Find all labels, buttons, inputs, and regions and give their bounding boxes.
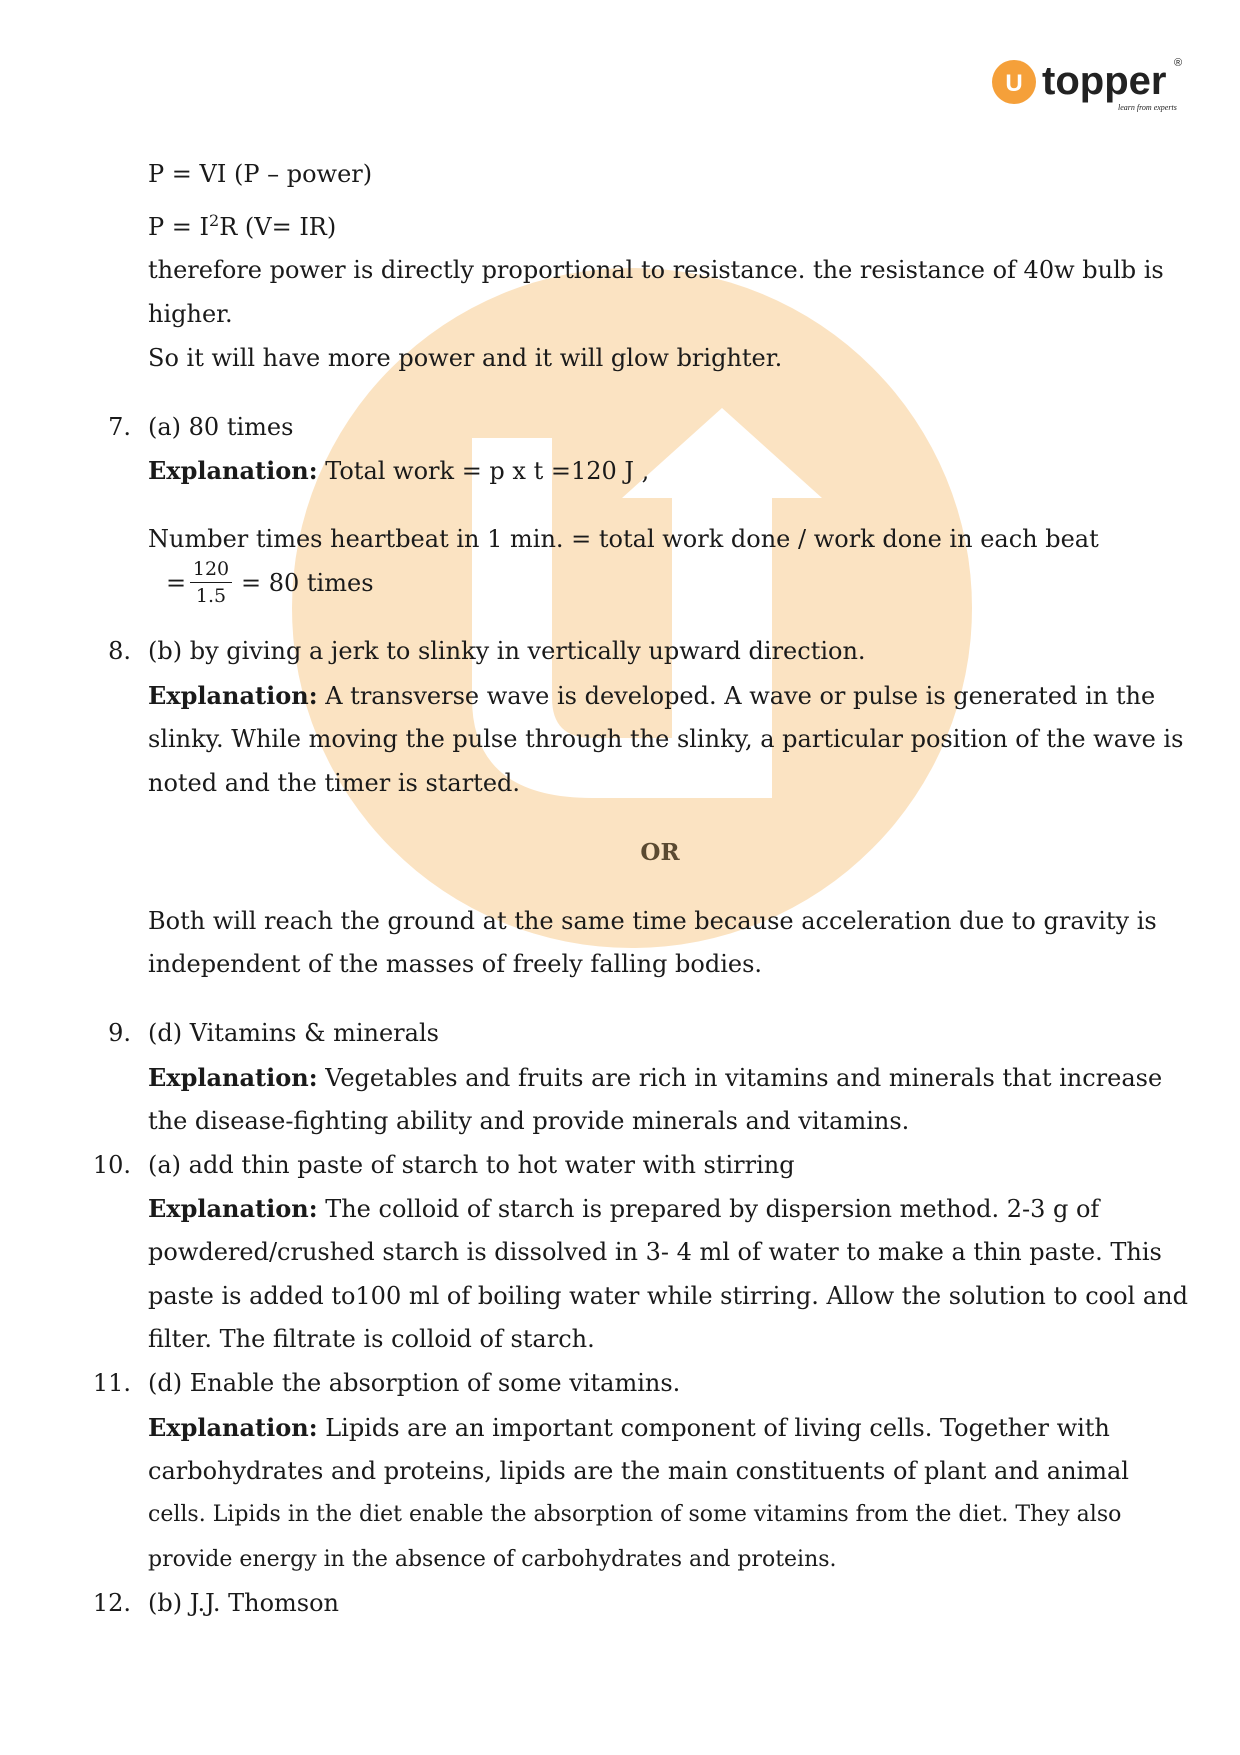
question-number: 11. <box>92 1369 131 1397</box>
answer-text: (b) by giving a jerk to slinky in vertically upward direction. <box>148 637 866 665</box>
answer-text: (a) add thin paste of starch to hot water with stirring <box>148 1151 795 1179</box>
paragraph-line: higher. <box>148 300 233 328</box>
paragraph-line: So it will have more power and it will glow brighter. <box>148 344 783 372</box>
explanation-line: paste is added to100 ml of boiling water while stirring. Allow the solution to cool and <box>148 1282 1188 1310</box>
alternate-answer-line: independent of the masses of freely falling bodies. <box>148 950 763 978</box>
explanation-label: Explanation: <box>148 456 318 485</box>
explanation-line: Explanation: Lipids are an important component of living cells. Together with <box>148 1413 1110 1442</box>
explanation-label: Explanation: <box>148 1413 318 1442</box>
explanation-line: Explanation: The colloid of starch is prepared by dispersion method. 2-3 g of <box>148 1194 1100 1223</box>
svg-text:®: ® <box>1174 57 1183 69</box>
explanation-label: Explanation: <box>148 1194 318 1223</box>
explanation-line: cells. Lipids in the diet enable the absorption of some vitamins from the diet. They also <box>148 1502 1122 1527</box>
brand-logo <box>990 54 1190 118</box>
paragraph-line: therefore power is directly proportional to resistance. the resistance of 40w bulb is <box>148 256 1164 284</box>
explanation-line: slinky. While moving the pulse through the slinky, a particular position of the wave is <box>148 725 1184 753</box>
explanation-line: Explanation: Vegetables and fruits are rich in vitamins and minerals that increase <box>148 1063 1163 1092</box>
explanation-line: powdered/crushed starch is dissolved in 3- 4 ml of water to make a thin paste. This <box>148 1238 1162 1266</box>
explanation-line: Explanation: A transverse wave is developed. A wave or pulse is generated in the <box>148 681 1156 710</box>
equation-result: = 80 times <box>241 569 374 597</box>
explanation-label: Explanation: <box>148 1063 318 1092</box>
svg-text:U: U <box>1005 70 1023 97</box>
answer-text: (b) J.J. Thomson <box>148 1589 340 1617</box>
answer-text: (d) Vitamins & minerals <box>148 1019 439 1047</box>
question-number: 9. <box>108 1019 131 1047</box>
explanation-line: Explanation: Total work = p x t =120 J , <box>148 456 650 485</box>
question-number: 12. <box>92 1589 131 1617</box>
explanation-line: carbohydrates and proteins, lipids are the main constituents of plant and animal <box>148 1457 1129 1485</box>
answer-text: (d) Enable the absorption of some vitamins. <box>148 1369 681 1397</box>
question-number: 8. <box>108 637 131 665</box>
alternate-answer-line: Both will reach the ground at the same time because acceleration due to gravity is <box>148 907 1157 935</box>
explanation-line: noted and the timer is started. <box>148 769 521 797</box>
svg-text:learn from experts: learn from experts <box>1118 103 1177 112</box>
svg-text:topper: topper <box>1042 59 1167 103</box>
topper-logo-icon <box>990 54 1190 118</box>
explanation-label: Explanation: <box>148 681 318 710</box>
fraction-numerator: 120 <box>192 558 230 580</box>
explanation-line: filter. The filtrate is colloid of starch. <box>148 1325 595 1353</box>
question-number: 7. <box>108 413 131 441</box>
question-number: 10. <box>92 1151 131 1179</box>
explanation-line: the disease-fighting ability and provide minerals and vitamins. <box>148 1107 910 1135</box>
fraction <box>190 558 232 607</box>
equation-prefix: = <box>166 569 187 597</box>
explanation-line: Number times heartbeat in 1 min. = total work done / work done in each beat <box>148 525 1099 553</box>
formula-power: P = VI (P – power) <box>148 160 373 188</box>
answer-text: (a) 80 times <box>148 413 294 441</box>
explanation-line: provide energy in the absence of carbohydrates and proteins. <box>148 1547 837 1572</box>
formula-power-resistance: $P = I^2R$ (V= IR) <box>148 211 337 241</box>
fraction-denominator: 1.5 <box>195 585 227 607</box>
or-separator: OR <box>640 839 680 866</box>
